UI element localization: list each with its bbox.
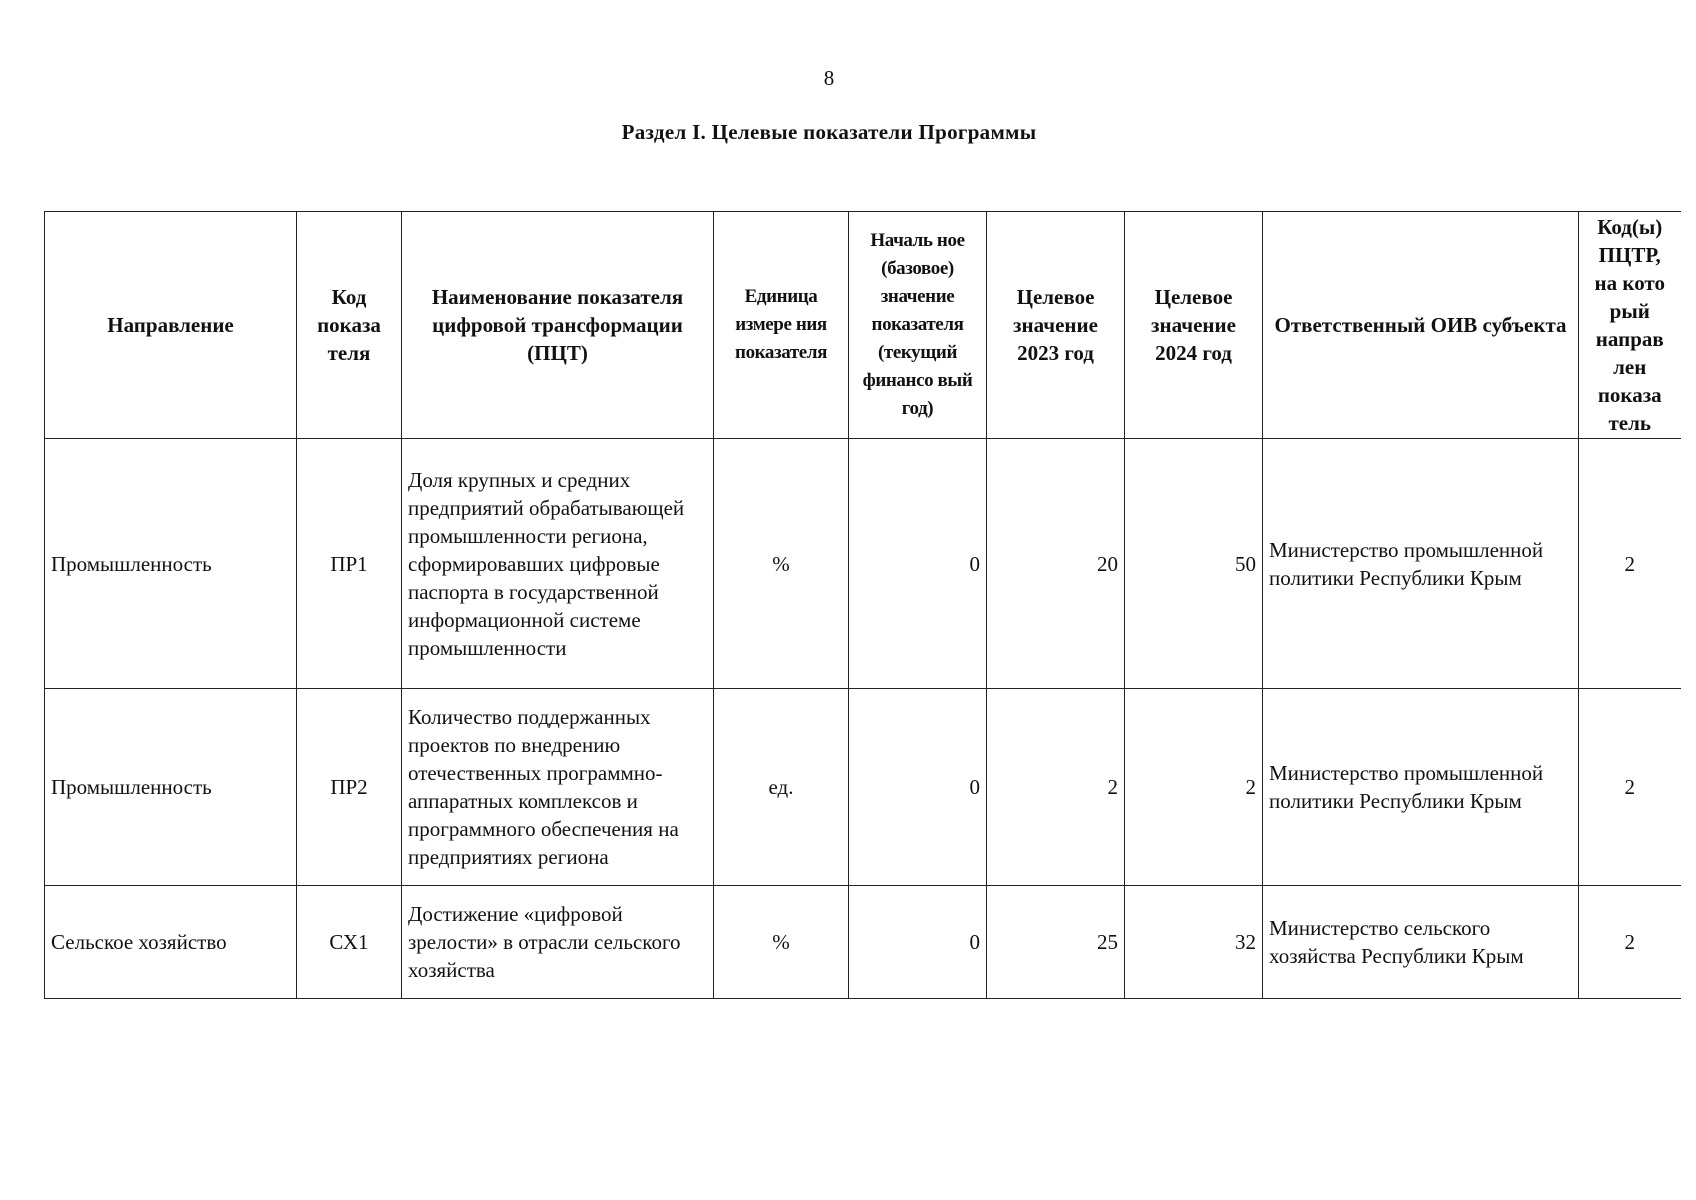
cell-code: ПР1 <box>297 439 402 689</box>
cell-target-2023: 25 <box>987 886 1125 999</box>
table-row <box>45 689 1681 886</box>
cell-unit: % <box>714 886 849 999</box>
cell-target-2024: 2 <box>1125 689 1263 886</box>
cell-direction: Промышленность <box>45 439 297 689</box>
cell-baseline: 0 <box>849 689 987 886</box>
cell-unit: % <box>714 439 849 689</box>
header-direction: Направление <box>45 212 297 439</box>
page-number: 8 <box>823 66 835 90</box>
header-pctr-codes: Код(ы) ПЦТР, на кото рый направ лен показа тель <box>1579 212 1681 439</box>
cell-pctr-codes: 2 <box>1579 439 1681 689</box>
cell-baseline: 0 <box>849 439 987 689</box>
header-target-2024: Целевое значение 2024 год <box>1125 212 1263 439</box>
cell-name: Количество поддержанных проектов по внедрению отечественных программно-аппаратных комплексов и программного обеспечения на предприятиях региона <box>402 689 714 886</box>
header-target-2023: Целевое значение 2023 год <box>987 212 1125 439</box>
header-name: Наименование показателя цифровой трансформации (ПЦТ) <box>402 212 714 439</box>
header-responsible: Ответственный ОИВ субъекта <box>1263 212 1579 439</box>
cell-responsible: Министерство промышленной политики Республики Крым <box>1263 439 1579 689</box>
cell-code: ПР2 <box>297 689 402 886</box>
cell-responsible: Министерство промышленной политики Республики Крым <box>1263 689 1579 886</box>
cell-pctr-codes: 2 <box>1579 886 1681 999</box>
indicators-table <box>44 211 1681 999</box>
cell-direction: Промышленность <box>45 689 297 886</box>
cell-code: СХ1 <box>297 886 402 999</box>
cell-baseline: 0 <box>849 886 987 999</box>
header-baseline: Началь ное (базовое) значение показателя (текущий финансо вый год) <box>849 212 987 439</box>
table-row <box>45 439 1681 689</box>
table-row <box>45 886 1681 999</box>
header-code: Код показа теля <box>297 212 402 439</box>
cell-responsible: Министерство сельского хозяйства Республики Крым <box>1263 886 1579 999</box>
section-title: Раздел I. Целевые показатели Программы <box>621 120 1037 144</box>
cell-target-2024: 32 <box>1125 886 1263 999</box>
cell-direction: Сельское хозяйство <box>45 886 297 999</box>
cell-target-2023: 20 <box>987 439 1125 689</box>
cell-unit: ед. <box>714 689 849 886</box>
cell-name: Доля крупных и средних предприятий обрабатывающей промышленности региона, сформировавших цифровые паспорта в государственной информационной системе промышленности <box>402 439 714 689</box>
header-unit: Единица измере ния показателя <box>714 212 849 439</box>
cell-target-2024: 50 <box>1125 439 1263 689</box>
cell-target-2023: 2 <box>987 689 1125 886</box>
cell-name: Достижение «цифровой зрелости» в отрасли сельского хозяйства <box>402 886 714 999</box>
cell-pctr-codes: 2 <box>1579 689 1681 886</box>
header-row <box>45 212 1681 439</box>
